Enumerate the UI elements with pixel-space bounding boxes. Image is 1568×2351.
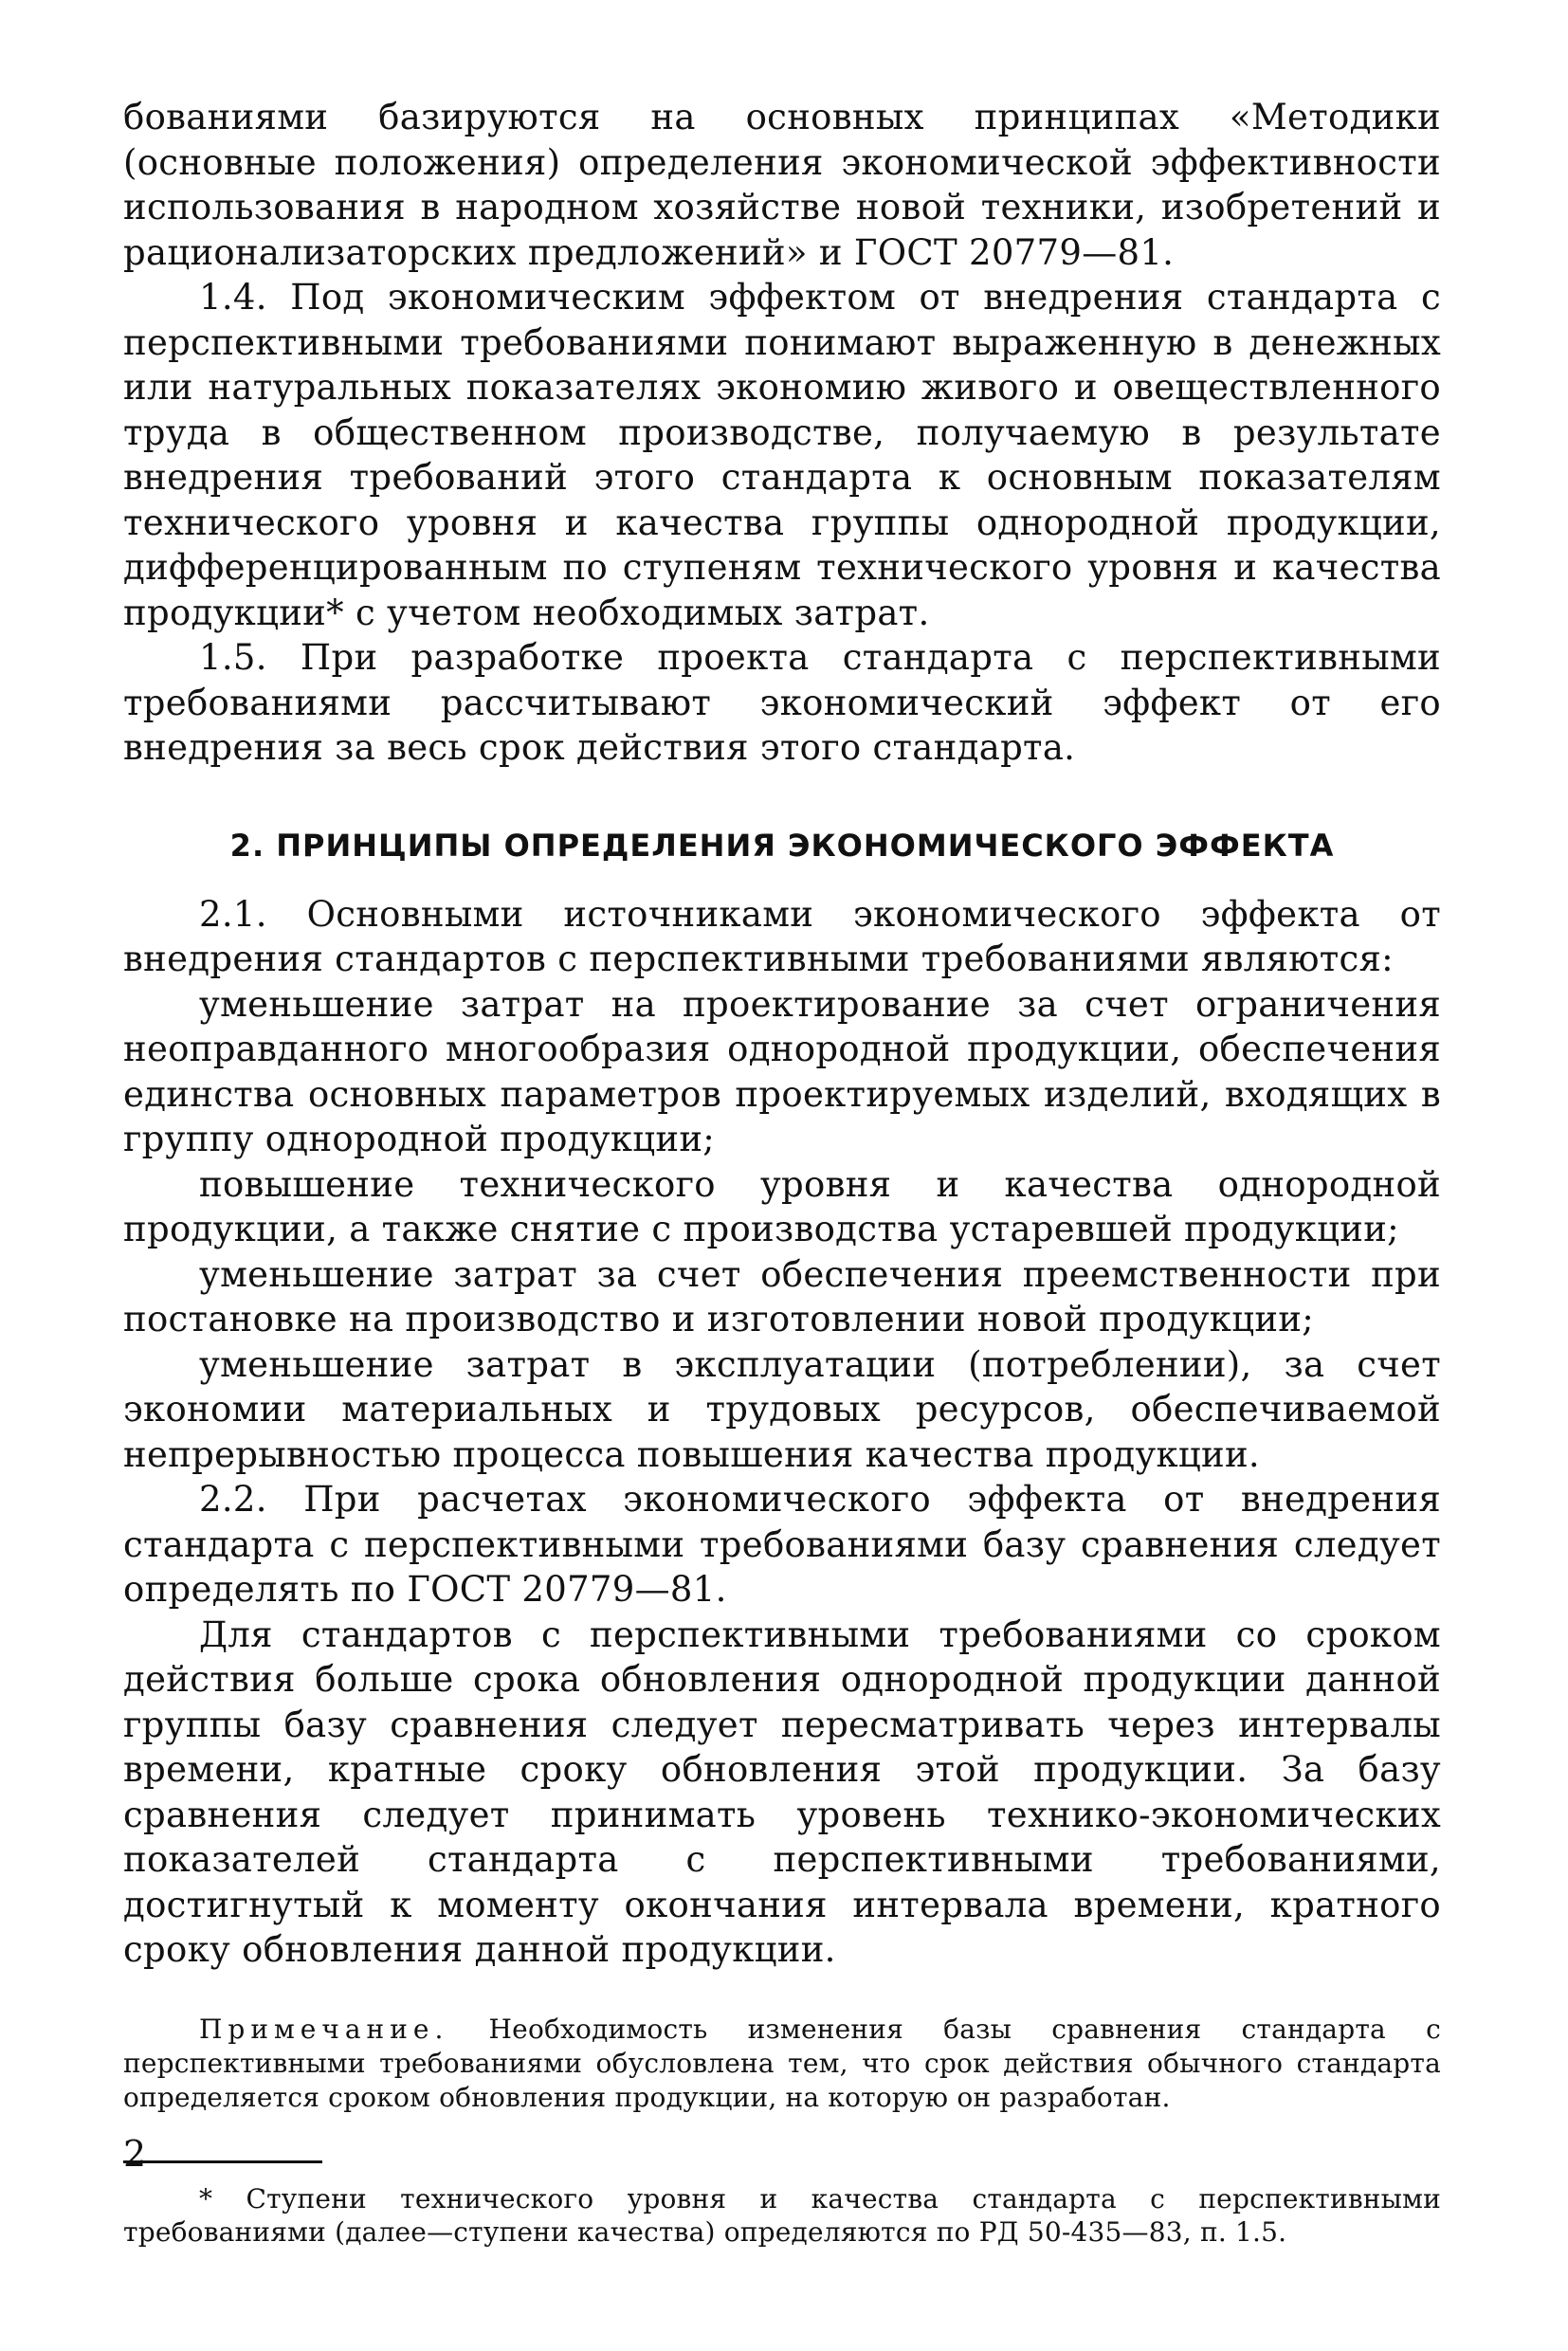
footnote-divider — [123, 2160, 322, 2163]
paragraph-2-1: 2.1. Основными источниками экономического эффекта от внедрения стандартов с перспективными требованиями являются: — [123, 893, 1441, 979]
paragraph-1-5: 1.5. При разработке проекта стандарта с перспективными требованиями рассчитывают экономический эффект от его внедрения за весь срок действия этого стандарта. — [123, 637, 1441, 768]
section-2-title: 2. ПРИНЦИПЫ ОПРЕДЕЛЕНИЯ ЭКОНОМИЧЕСКОГО ЭФФЕКТА — [229, 827, 1335, 864]
list-item-design-costs: уменьшение затрат на проектирование за счет ограничения неоправданного многообразия однородной продукции, обеспечения единства основных параметров проектируемых изделий, входящих в группу однородной продукции; — [123, 983, 1441, 1159]
page-number: 2 — [123, 2133, 147, 2175]
list-item-continuity: уменьшение затрат за счет обеспечения преемственности при постановке на производство и изготовлении новой продукции; — [123, 1253, 1441, 1340]
note-label: Примечание. — [199, 2013, 449, 2045]
paragraph-continuation: бованиями базируются на основных принципах «Методики (основные положения) определения экономической эффективности использования в народном хозяйстве новой техники, изобретений и рационализаторских предложений» и ГОСТ 20779—81. — [123, 97, 1441, 273]
list-item-operation-costs: уменьшение затрат в эксплуатации (потреблении), за счет экономии материальных и трудовых ресурсов, обеспечиваемой непрерывностью процесса повышения качества продукции. — [123, 1343, 1441, 1475]
note — [123, 2013, 1441, 2115]
paragraph-2-2: 2.2. При расчетах экономического эффекта от внедрения стандарта с перспективными требованиями базу сравнения следует определять по ГОСТ 20779—81. — [123, 1479, 1441, 1610]
page-content — [123, 95, 1441, 2249]
paragraph-comparison-base: Для стандартов с перспективными требованиями со сроком действия больше срока обновления однородной продукции данной группы базу сравнения следует пересматривать через интервалы времени, кратные сроку обновления этой продукции. За базу сравнения следует принимать уровень технико-экономических показателей стандарта с перспективными требованиями, достигнутый к моменту окончания интервала времени, кратного сроку обновления данной продукции. — [123, 1613, 1441, 1970]
paragraph-1-4: 1.4. Под экономическим эффектом от внедрения стандарта с перспективными требованиями понимают выраженную в денежных или натуральных показателях экономию живого и овеществленного труда в общественном производстве, получаемую в результате внедрения требований этого стандарта к основным показателям технического уровня и качества группы однородной продукции, дифференцированным по ступеням технического уровня и качества продукции* с учетом необходимых затрат. — [123, 277, 1441, 633]
footnote: * Ступени технического уровня и качества стандарта с перспективными требованиями (далее—ступени качества) определяются по РД 50-435—83, п. 1.5. — [123, 2182, 1441, 2248]
list-item-quality-increase: повышение технического уровня и качества однородной продукции, а также снятие с производства устаревшей продукции; — [123, 1163, 1441, 1249]
note-text: Необходимость изменения базы сравнения стандарта с перспективными требованиями обусловлена тем, что срок действия обычного стандарта определяется сроком обновления продукции, на которую он разработан. — [123, 2013, 1441, 2113]
